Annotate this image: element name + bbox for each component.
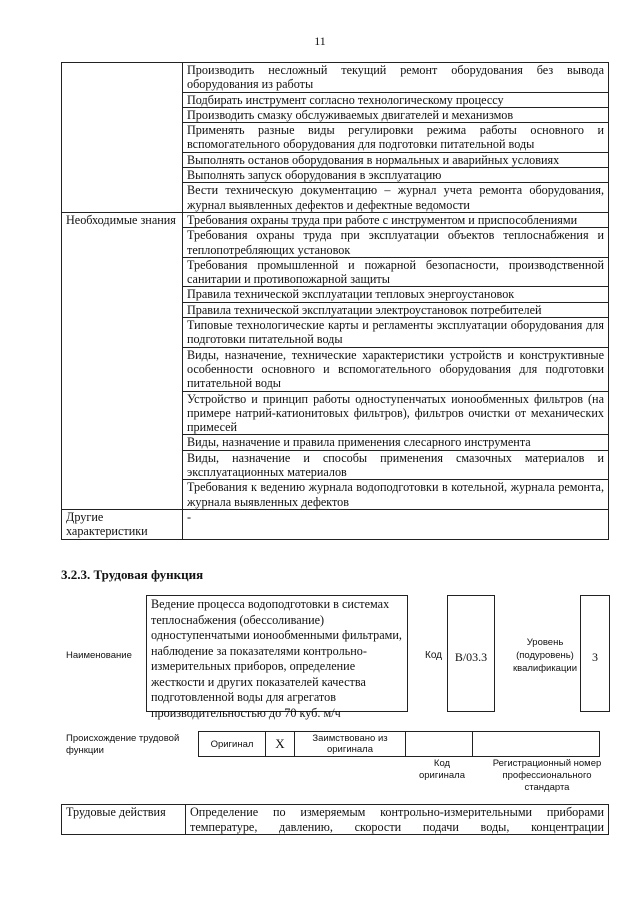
actions-table bbox=[61, 804, 609, 835]
kod-value: B/03.3 bbox=[447, 595, 495, 712]
knowledge-item: Виды, назначение и способы применения смазочных материалов и эксплуатационных материалов bbox=[183, 450, 609, 480]
naimenovanie-label: Наименование bbox=[66, 650, 132, 661]
skill-item: Выполнять останов оборудования в нормальных и аварийных условиях bbox=[183, 152, 609, 167]
skills-knowledge-table bbox=[61, 62, 609, 540]
knowledge-label: Необходимые знания bbox=[62, 212, 183, 509]
borrowed-label: Заимствовано из оригинала bbox=[295, 732, 406, 757]
knowledge-item: Виды, назначение и правила применения слесарного инструмента bbox=[183, 435, 609, 450]
knowledge-item: Требования охраны труда при работе с инструментом и приспособлениями bbox=[183, 212, 609, 227]
original-mark: X bbox=[266, 732, 295, 757]
reg-number-cell bbox=[473, 732, 600, 757]
table-row bbox=[62, 212, 609, 227]
action-item: Определение по измеряемым контрольно-измерительными приборами температуре, давлению, скорости подачи воды, концентрации bbox=[186, 805, 609, 835]
table-row bbox=[62, 509, 609, 539]
skill-item: Производить несложный текущий ремонт оборудования без вывода оборудования из работы bbox=[183, 63, 609, 93]
original-label: Оригинал bbox=[199, 732, 266, 757]
knowledge-item: Виды, назначение, технические характеристики устройств и конструктивные особенности основного и вспомогательного оборудования для подготовки питательной воды bbox=[183, 347, 609, 391]
reg-number-caption: Регистрационный номер профессионального стандарта bbox=[492, 758, 602, 793]
uroven-label: Уровень (подуровень) квалификации bbox=[512, 637, 578, 674]
skill-item: Применять разные виды регулировки режима работы основного и вспомогательного оборудования для подготовки питательной воды bbox=[183, 123, 609, 153]
table-row bbox=[62, 63, 609, 93]
empty-label-cell bbox=[62, 63, 183, 213]
skill-item: Производить смазку обслуживаемых двигателей и механизмов bbox=[183, 107, 609, 122]
skill-item: Вести техническую документацию – журнал учета ремонта оборудования, журнал выявленных дефектов и дефектные ведомости bbox=[183, 183, 609, 213]
table-row bbox=[199, 732, 600, 757]
knowledge-item: Требования охраны труда при эксплуатации объектов теплоснабжения и теплопотребляющих установок bbox=[183, 228, 609, 258]
uroven-value: 3 bbox=[580, 595, 610, 712]
knowledge-item: Правила технической эксплуатации электроустановок потребителей bbox=[183, 302, 609, 317]
section-heading: 3.2.3. Трудовая функция bbox=[61, 567, 204, 582]
kod-original-caption: Код оригинала bbox=[418, 758, 465, 781]
page-number: 11 bbox=[314, 34, 326, 48]
kod-label: Код bbox=[425, 650, 443, 661]
origin-table bbox=[198, 731, 600, 757]
kod-original-cell bbox=[406, 732, 473, 757]
knowledge-item: Требования промышленной и пожарной безопасности, производственной санитарии и противопожарной защиты bbox=[183, 257, 609, 287]
table-row bbox=[62, 805, 609, 835]
other-value: - bbox=[183, 509, 609, 539]
function-name-box: Ведение процесса водоподготовки в системах теплоснабжения (обессоливание) одноступенчатыми ионообменными фильтрами, наблюдение за показателями контрольно-измерительных приборов, определение жесткости и других показателей качества подготовленной воды для агрегатов производительностью до 70 куб. м/ч bbox=[146, 595, 408, 712]
knowledge-item: Типовые технологические карты и регламенты эксплуатации оборудования для подготовки питательной воды bbox=[183, 318, 609, 348]
skill-item: Выполнять запуск оборудования в эксплуатацию bbox=[183, 168, 609, 183]
knowledge-item: Устройство и принцип работы одноступенчатых ионообменных фильтров (на примере натрий-катионитовых фильтров), фильтров очистки от механических примесей bbox=[183, 391, 609, 435]
other-label: Другие характеристики bbox=[62, 509, 183, 539]
knowledge-item: Правила технической эксплуатации тепловых энергоустановок bbox=[183, 287, 609, 302]
actions-label: Трудовые действия bbox=[62, 805, 186, 835]
skill-item: Подбирать инструмент согласно технологическому процессу bbox=[183, 92, 609, 107]
knowledge-item: Требования к ведению журнала водоподготовки в котельной, журнала ремонта, журнала выявленных дефектов bbox=[183, 480, 609, 510]
origin-label: Происхождение трудовой функции bbox=[66, 733, 180, 756]
